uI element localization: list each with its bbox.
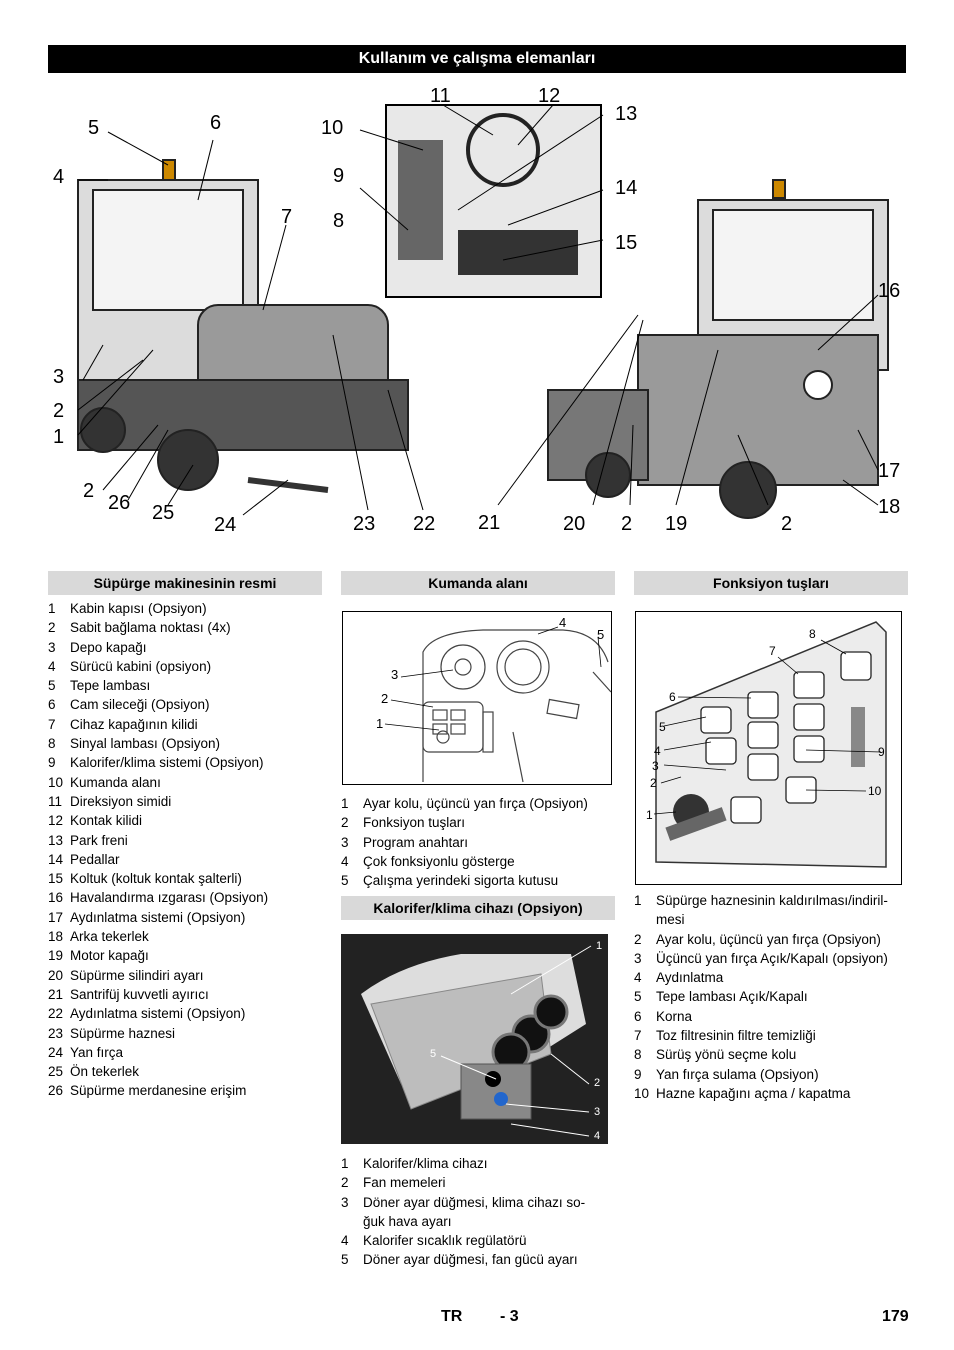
callout: 8 (333, 210, 345, 232)
list-item (341, 852, 616, 871)
item-text: Sabit bağlama noktası (4x) (70, 620, 231, 636)
list-item (341, 794, 616, 813)
item-number: 2 (48, 620, 56, 636)
item-number: 13 (48, 832, 64, 848)
list-item (48, 888, 323, 907)
item-text: Ayar kolu, üçüncü yan fırça (Opsiyon) (363, 796, 588, 811)
item-text: Ön tekerlek (70, 1064, 140, 1080)
list-item (48, 966, 323, 985)
footer-section: - 3 (500, 1308, 519, 1325)
section-heading-functions: Fonksiyon tuşları (634, 571, 908, 595)
item-number: 5 (634, 989, 642, 1005)
machine-parts-list (48, 599, 323, 1101)
callout: 16 (878, 280, 901, 302)
item-text: Santrifüj kuvvetli ayırıcı (70, 986, 209, 1002)
callout: 2 (83, 480, 95, 502)
item-number: 7 (634, 1028, 642, 1044)
footer-language: TR (441, 1308, 463, 1325)
callout: 18 (878, 496, 901, 518)
item-text: Süpürme haznesi (70, 1025, 176, 1041)
item-number: 4 (341, 1233, 349, 1249)
callout: 17 (878, 460, 901, 482)
callout: 6 (210, 112, 222, 134)
item-number: 20 (48, 967, 64, 983)
item-number: 6 (48, 697, 56, 713)
item-text: Kontak kilidi (70, 813, 143, 829)
item-text: Kabin kapısı (Opsiyon) (70, 601, 207, 616)
list-item (341, 871, 616, 890)
item-number: 21 (48, 986, 64, 1002)
list-item (634, 1045, 909, 1064)
item-text: Toz filtresinin filtre temizliği (656, 1028, 816, 1044)
item-text: Koltuk (koltuk kontak şalterli) (70, 871, 242, 887)
callout: 2 (53, 400, 65, 422)
item-number: 25 (48, 1064, 64, 1080)
footer-page-number: 179 (882, 1308, 909, 1325)
callout: 5 (430, 1048, 437, 1060)
callout: 6 (669, 690, 676, 704)
item-text: Süpürme merdanesine erişim (70, 1083, 247, 1099)
callout: 1 (646, 808, 653, 822)
item-text: Havalandırma ızgarası (Opsiyon) (70, 890, 269, 906)
callout: 3 (53, 366, 65, 388)
callout: 2 (381, 691, 389, 706)
page-title: Kullanım ve çalışma elemanları (48, 45, 906, 73)
item-text: Program anahtarı (363, 834, 469, 850)
item-text: Üçüncü yan fırça Açık/Kapalı (opsiyon) (656, 950, 888, 966)
list-item (341, 833, 616, 852)
callout: 7 (281, 206, 293, 228)
item-text: Aydınlatma sistemi (Opsiyon) (70, 1006, 246, 1022)
item-number: 12 (48, 813, 64, 829)
item-text: Yan fırça (70, 1044, 124, 1060)
item-text: Kumanda alanı (70, 774, 161, 790)
item-text: Fan memeleri (363, 1175, 446, 1191)
list-item (341, 1231, 616, 1250)
item-number: 3 (48, 639, 56, 655)
heater-illustration (341, 934, 608, 1144)
item-text: Tepe lambası (70, 678, 151, 694)
heater-list (341, 1154, 616, 1270)
callout: 4 (53, 166, 65, 188)
callout: 3 (652, 759, 659, 773)
function-keys-list (634, 891, 909, 1103)
list-item (48, 734, 323, 753)
item-number: 9 (634, 1066, 642, 1082)
callout: 4 (654, 744, 661, 758)
item-number: 6 (634, 1008, 642, 1024)
item-number: 14 (48, 851, 64, 867)
item-number: 1 (48, 601, 56, 616)
list-item (634, 968, 909, 987)
callout: 4 (559, 615, 567, 630)
item-number: 10 (48, 774, 64, 790)
list-item (634, 987, 909, 1006)
item-text: Aydınlatma sistemi (Opsiyon) (70, 909, 246, 925)
callout: 2 (621, 513, 633, 535)
item-number: 19 (48, 948, 64, 964)
callout: 4 (594, 1130, 601, 1142)
item-number: 3 (341, 1194, 349, 1210)
control-panel-list (341, 794, 616, 890)
item-text: Cihaz kapağının kilidi (70, 716, 198, 732)
section-heading-heater: Kalorifer/klima cihazı (Opsiyon) (341, 896, 615, 920)
callout: 12 (538, 85, 561, 107)
item-number: 5 (48, 678, 56, 694)
list-item (341, 813, 616, 832)
item-text: Tepe lambası Açık/Kapalı (656, 989, 808, 1005)
list-item (48, 985, 323, 1004)
item-text: mesi (656, 912, 685, 928)
item-text: ğuk hava ayarı (363, 1213, 452, 1229)
list-item (48, 657, 323, 676)
item-text: Kalorifer/klima cihazı (363, 1156, 488, 1171)
section-heading-control: Kumanda alanı (341, 571, 615, 595)
item-text: Döner ayar düğmesi, fan gücü ayarı (363, 1252, 578, 1268)
item-text: Hazne kapağını açma / kapatma (656, 1085, 851, 1101)
callout: 19 (665, 513, 688, 535)
item-number: 2 (634, 931, 642, 947)
list-item (48, 676, 323, 695)
item-text: Direksiyon simidi (70, 793, 172, 809)
callout: 3 (391, 667, 399, 682)
item-text: Korna (656, 1008, 693, 1024)
sweeper-illustration (48, 80, 906, 550)
list-item (48, 1062, 323, 1081)
list-item (48, 753, 323, 772)
item-text: Çalışma yerindeki sigorta kutusu (363, 873, 559, 889)
item-number: 18 (48, 929, 64, 945)
list-item (48, 927, 323, 946)
callout: 9 (333, 165, 345, 187)
item-number: 4 (634, 970, 642, 986)
list-item (48, 1004, 323, 1023)
callout: 11 (430, 85, 451, 107)
callout: 2 (594, 1077, 601, 1089)
item-text: Yan fırça sulama (Opsiyon) (656, 1066, 819, 1082)
list-item (341, 1250, 616, 1269)
list-item (48, 831, 323, 850)
list-item (48, 715, 323, 734)
list-item (48, 618, 323, 637)
item-number: 3 (341, 834, 349, 850)
callout: 3 (594, 1106, 601, 1118)
item-number: 7 (48, 716, 56, 732)
callout: 14 (615, 177, 638, 199)
item-number: 9 (48, 755, 56, 771)
callout: 9 (878, 745, 885, 759)
list-item (48, 850, 323, 869)
list-item (634, 930, 909, 949)
callout: 5 (597, 627, 605, 642)
callout: 10 (321, 117, 344, 139)
list-item (634, 891, 909, 910)
item-text: Motor kapağı (70, 948, 149, 964)
section-heading-machine: Süpürge makinesinin resmi (48, 571, 322, 595)
list-item (48, 599, 323, 618)
callout: 1 (53, 426, 65, 448)
list-item (634, 910, 909, 929)
list-item (634, 1007, 909, 1026)
callout: 2 (781, 513, 793, 535)
item-text: Sinyal lambası (Opsiyon) (70, 736, 221, 752)
callout: 7 (769, 644, 776, 658)
item-number: 15 (48, 871, 64, 887)
list-item (48, 811, 323, 830)
list-item (48, 869, 323, 888)
callout: 20 (563, 513, 586, 535)
item-number: 17 (48, 909, 64, 925)
item-text: Ayar kolu, üçüncü yan fırça (Opsiyon) (656, 931, 881, 947)
list-item (48, 773, 323, 792)
item-number: 10 (634, 1085, 650, 1101)
callout: 5 (659, 720, 666, 734)
callout: 23 (353, 513, 376, 535)
item-text: Sürüş yönü seçme kolu (656, 1047, 797, 1063)
list-item (341, 1212, 616, 1231)
callout: 10 (868, 784, 882, 798)
item-number: 16 (48, 890, 64, 906)
list-item (48, 695, 323, 714)
list-item (634, 1026, 909, 1045)
machine-overview-figure (48, 80, 906, 550)
item-number: 22 (48, 1006, 64, 1022)
item-text: Sürücü kabini (opsiyon) (70, 658, 212, 674)
item-number: 11 (48, 793, 63, 809)
callout: 25 (152, 502, 175, 524)
item-number: 8 (48, 736, 56, 752)
item-number: 3 (634, 950, 642, 966)
list-item (341, 1193, 616, 1212)
heater-photo (341, 934, 608, 1144)
item-number: 5 (341, 873, 349, 889)
item-number: 5 (341, 1252, 349, 1268)
item-number: 4 (341, 853, 349, 869)
item-number: 8 (634, 1047, 642, 1063)
list-item (634, 1065, 909, 1084)
callout: 13 (615, 103, 638, 125)
list-item (634, 949, 909, 968)
list-item (48, 1024, 323, 1043)
callout: 8 (809, 627, 816, 641)
function-keys-figure (635, 611, 902, 885)
item-text: Döner ayar düğmesi, klima cihazı so- (363, 1194, 586, 1210)
item-text: Aydınlatma (656, 970, 724, 986)
callout: 5 (88, 117, 100, 139)
item-number: 1 (341, 796, 349, 811)
item-number: 2 (341, 1175, 349, 1191)
item-text: Depo kapağı (70, 639, 147, 655)
item-text: Süpürme silindiri ayarı (70, 967, 204, 983)
item-number: 23 (48, 1025, 64, 1041)
callout: 22 (413, 513, 436, 535)
item-text: Fonksiyon tuşları (363, 815, 466, 831)
list-item (48, 1043, 323, 1062)
list-item (48, 946, 323, 965)
list-item (634, 1084, 909, 1103)
callout: 24 (214, 514, 237, 536)
list-item (48, 792, 323, 811)
callout: 15 (615, 232, 638, 254)
list-item (48, 638, 323, 657)
callout: 1 (596, 940, 603, 952)
control-panel-figure (342, 611, 612, 785)
item-text: Kalorifer/klima sistemi (Opsiyon) (70, 755, 264, 771)
item-number: 26 (48, 1083, 64, 1099)
list-item (341, 1173, 616, 1192)
item-text: Süpürge haznesinin kaldırılması/indiril- (656, 893, 888, 908)
callout: 21 (478, 512, 501, 534)
list-item (341, 1154, 616, 1173)
list-item (48, 1081, 323, 1100)
item-text: Çok fonksiyonlu gösterge (363, 853, 515, 869)
item-number: 24 (48, 1044, 64, 1060)
item-number: 1 (341, 1156, 349, 1171)
callout: 1 (376, 716, 384, 731)
item-text: Kalorifer sıcaklık regülatörü (363, 1233, 527, 1249)
item-text: Cam sileceği (Opsiyon) (70, 697, 210, 713)
item-text: Arka tekerlek (70, 929, 149, 945)
callout: 26 (108, 492, 131, 514)
item-number: 2 (341, 815, 349, 831)
item-number: 4 (48, 658, 56, 674)
item-number: 1 (634, 893, 642, 908)
list-item (48, 908, 323, 927)
callout: 2 (650, 776, 657, 790)
item-text: Park freni (70, 832, 128, 848)
item-text: Pedallar (70, 851, 120, 867)
